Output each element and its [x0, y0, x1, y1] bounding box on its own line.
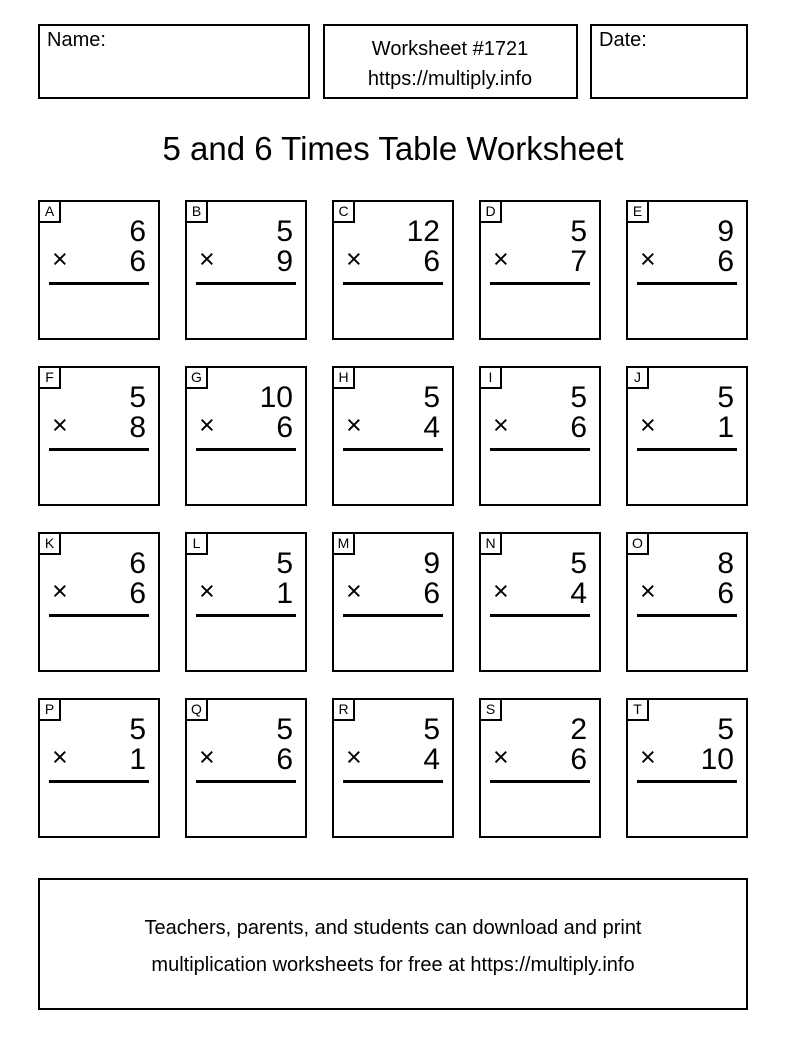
- page-title: 5 and 6 Times Table Worksheet: [162, 130, 624, 167]
- answer-space[interactable]: [336, 450, 450, 502]
- multiplier: 9: [276, 245, 293, 278]
- answer-space[interactable]: [483, 782, 597, 834]
- multiplicand: 9: [423, 547, 440, 580]
- multiply-icon: ×: [52, 742, 68, 772]
- answer-space[interactable]: [483, 616, 597, 668]
- multiply-icon: ×: [199, 576, 215, 606]
- problem-label-box: [332, 532, 355, 555]
- multiplier-row: [481, 576, 599, 610]
- problem-label-box: [185, 366, 208, 389]
- multiplier-row: [187, 742, 305, 776]
- problem-letter: B: [191, 203, 202, 219]
- multiplier-row: [481, 244, 599, 278]
- multiply-icon: ×: [199, 410, 215, 440]
- answer-space[interactable]: [630, 616, 744, 668]
- multiplier-row: [187, 244, 305, 278]
- problem-label-box: [38, 532, 61, 555]
- problem-card: [38, 366, 160, 506]
- multiplier-row: [187, 410, 305, 444]
- problem-letter: O: [632, 535, 643, 551]
- multiply-icon: ×: [52, 244, 68, 274]
- problem-card: [626, 698, 748, 838]
- multiplicand: 5: [276, 547, 293, 580]
- multiply-icon: ×: [493, 742, 509, 772]
- name-label: Name:: [47, 29, 106, 51]
- multiplier-row: [628, 410, 746, 444]
- multiplier: 6: [717, 245, 734, 278]
- multiplier: 6: [276, 743, 293, 776]
- multiplier-row: [334, 244, 452, 278]
- problem-card: [38, 200, 160, 340]
- multiplier: 6: [570, 743, 587, 776]
- multiplicand: 8: [717, 547, 734, 580]
- worksheet-number: Worksheet #1721: [371, 38, 529, 60]
- footer-line-1: Teachers, parents, and students can download and print: [144, 917, 642, 939]
- problem-letter: K: [44, 535, 55, 551]
- problem-letter: Q: [191, 701, 202, 717]
- multiplicand: 5: [129, 381, 146, 414]
- multiplier: 1: [276, 577, 293, 610]
- answer-space[interactable]: [189, 284, 303, 336]
- multiplier-row: [628, 576, 746, 610]
- problem-label-box: [626, 698, 649, 721]
- problem-letter: P: [44, 701, 55, 717]
- multiplier: 8: [129, 411, 146, 444]
- multiply-icon: ×: [346, 742, 362, 772]
- problem-card: [38, 532, 160, 672]
- multiply-icon: ×: [640, 410, 656, 440]
- multiplier-row: [628, 742, 746, 776]
- answer-space[interactable]: [189, 782, 303, 834]
- problem-label-box: [38, 200, 61, 223]
- multiplier: 10: [700, 743, 734, 776]
- answer-space[interactable]: [42, 782, 156, 834]
- problem-card: [626, 366, 748, 506]
- problem-letter: I: [488, 369, 493, 385]
- footer-box: [38, 878, 748, 1010]
- problem-label-box: [38, 698, 61, 721]
- multiplier: 6: [717, 577, 734, 610]
- multiplier-row: [628, 244, 746, 278]
- problem-letter: C: [338, 203, 349, 219]
- multiplier-row: [40, 576, 158, 610]
- multiplicand: 5: [423, 381, 440, 414]
- multiply-icon: ×: [493, 576, 509, 606]
- problem-card: [479, 200, 601, 340]
- answer-space[interactable]: [336, 616, 450, 668]
- multiply-icon: ×: [640, 742, 656, 772]
- answer-space[interactable]: [630, 284, 744, 336]
- multiply-icon: ×: [346, 410, 362, 440]
- multiplicand: 5: [423, 713, 440, 746]
- date-label: Date:: [599, 29, 647, 51]
- problem-card: [479, 698, 601, 838]
- name-field-box[interactable]: [38, 24, 310, 99]
- worksheet-url: https://multiply.info: [367, 68, 533, 90]
- problem-letter: F: [45, 369, 54, 385]
- answer-space[interactable]: [483, 284, 597, 336]
- multiplier-row: [187, 576, 305, 610]
- problem-letter: H: [338, 369, 349, 385]
- problem-label-box: [332, 200, 355, 223]
- multiply-icon: ×: [346, 244, 362, 274]
- answer-space[interactable]: [336, 284, 450, 336]
- problem-label-box: [332, 698, 355, 721]
- problems-grid: [38, 200, 748, 838]
- footer-line-2: multiplication worksheets for free at https://multiply.info: [151, 954, 635, 976]
- problem-label-box: [479, 366, 502, 389]
- problem-label-box: [185, 532, 208, 555]
- multiplicand: 5: [276, 713, 293, 746]
- multiplicand: 5: [570, 215, 587, 248]
- answer-space[interactable]: [189, 450, 303, 502]
- problem-letter: S: [485, 701, 496, 717]
- problem-card: [332, 698, 454, 838]
- multiplier: 1: [717, 411, 734, 444]
- problem-card: [185, 366, 307, 506]
- problem-label-box: [479, 698, 502, 721]
- problem-letter: M: [337, 535, 350, 551]
- multiply-icon: ×: [493, 244, 509, 274]
- problem-label-box: [38, 366, 61, 389]
- worksheet-info-box: [323, 24, 578, 99]
- problem-card: [185, 532, 307, 672]
- multiplicand: 12: [406, 215, 440, 248]
- multiply-icon: ×: [640, 576, 656, 606]
- answer-space[interactable]: [336, 782, 450, 834]
- answer-space[interactable]: [42, 616, 156, 668]
- answer-space[interactable]: [189, 616, 303, 668]
- problem-card: [479, 532, 601, 672]
- problem-letter: L: [192, 535, 201, 551]
- problem-letter: D: [485, 203, 496, 219]
- multiply-icon: ×: [493, 410, 509, 440]
- multiplier: 4: [570, 577, 587, 610]
- multiplicand: 5: [717, 713, 734, 746]
- multiplicand: 5: [570, 547, 587, 580]
- multiplier: 6: [423, 577, 440, 610]
- multiplier-row: [334, 742, 452, 776]
- problem-card: [626, 532, 748, 672]
- multiplier: 6: [423, 245, 440, 278]
- multiplier-row: [40, 742, 158, 776]
- answer-space[interactable]: [42, 284, 156, 336]
- problem-card: [626, 200, 748, 340]
- multiply-icon: ×: [199, 244, 215, 274]
- problem-label-box: [332, 366, 355, 389]
- date-field-box[interactable]: [590, 24, 748, 99]
- multiplier-row: [481, 742, 599, 776]
- multiply-icon: ×: [52, 410, 68, 440]
- multiplicand: 2: [570, 713, 587, 746]
- header: [38, 24, 748, 99]
- problem-letter: T: [633, 701, 642, 717]
- multiply-icon: ×: [346, 576, 362, 606]
- problem-card: [332, 200, 454, 340]
- multiply-icon: ×: [640, 244, 656, 274]
- problem-label-box: [185, 200, 208, 223]
- multiplier: 6: [129, 577, 146, 610]
- multiplicand: 5: [570, 381, 587, 414]
- problem-label-box: [626, 366, 649, 389]
- answer-space[interactable]: [42, 450, 156, 502]
- problem-card: [185, 698, 307, 838]
- problem-letter: N: [485, 535, 496, 551]
- problem-label-box: [626, 532, 649, 555]
- multiplier: 6: [276, 411, 293, 444]
- problem-card: [332, 532, 454, 672]
- multiplicand: 10: [259, 381, 293, 414]
- problem-letter: J: [634, 369, 641, 385]
- multiplier-row: [481, 410, 599, 444]
- multiply-icon: ×: [199, 742, 215, 772]
- multiplier: 6: [570, 411, 587, 444]
- problem-letter: A: [44, 203, 55, 219]
- problem-card: [479, 366, 601, 506]
- multiplier: 6: [129, 245, 146, 278]
- multiplier: 4: [423, 411, 440, 444]
- multiply-icon: ×: [52, 576, 68, 606]
- problem-letter: R: [338, 701, 349, 717]
- problem-label-box: [479, 532, 502, 555]
- problem-label-box: [626, 200, 649, 223]
- answer-space[interactable]: [630, 782, 744, 834]
- multiplier-row: [334, 410, 452, 444]
- problem-letter: G: [191, 369, 202, 385]
- multiplicand: 9: [717, 215, 734, 248]
- multiplier: 4: [423, 743, 440, 776]
- multiplicand: 5: [129, 713, 146, 746]
- problem-card: [332, 366, 454, 506]
- problem-label-box: [185, 698, 208, 721]
- answer-space[interactable]: [630, 450, 744, 502]
- problem-card: [38, 698, 160, 838]
- multiplicand: 5: [276, 215, 293, 248]
- multiplier: 1: [129, 743, 146, 776]
- multiplier-row: [40, 244, 158, 278]
- multiplier-row: [334, 576, 452, 610]
- answer-space[interactable]: [483, 450, 597, 502]
- multiplicand: 5: [717, 381, 734, 414]
- problem-label-box: [479, 200, 502, 223]
- multiplier: 7: [570, 245, 587, 278]
- problem-letter: E: [632, 203, 643, 219]
- multiplier-row: [40, 410, 158, 444]
- problem-card: [185, 200, 307, 340]
- multiplicand: 6: [129, 215, 146, 248]
- multiplicand: 6: [129, 547, 146, 580]
